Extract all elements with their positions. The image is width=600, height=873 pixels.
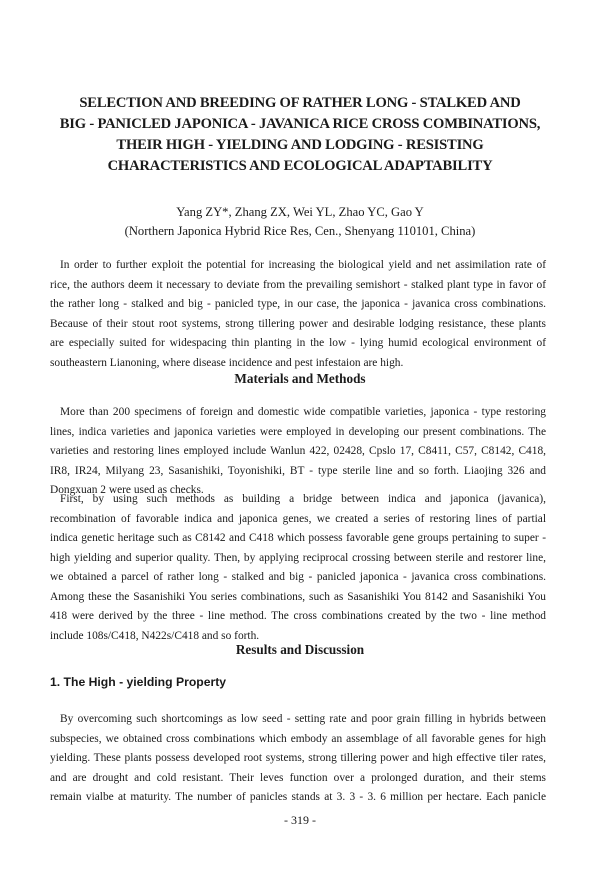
methods-paragraph-2 (50, 490, 546, 646)
title-line: SELECTION AND BREEDING OF RATHER LONG - STALKED AND (79, 95, 521, 111)
text-line: Among these the Sasanishiki You series combinations, such as Sasanishiki You 8142 and Sasanishiki You (50, 590, 546, 603)
text-line: More than 200 specimens of foreign and domestic wide compatible varieties, japonica - type restoring (60, 406, 546, 418)
results-paragraph-1 (50, 710, 546, 808)
text-line: lines, indica varieties and japonica varieties were employed in developing our present combinations. The (50, 425, 546, 438)
text-line: we obtained a parcel of rather long - stalked and big - panicled japonica - javanica cross combinations. (50, 571, 546, 583)
section-heading-materials-methods: Materials and Methods (234, 371, 366, 386)
text-line: the rather long - stalked and big - panicled type, in our case, the japonica - javanica cross combinations. (50, 298, 546, 310)
text-line: yielding. These plants possess developed root systems, strong tillering power and high effective tiler rates, (50, 752, 546, 764)
text-line: include 108s/C418, N422s/C418 and so forth. (50, 629, 260, 642)
text-line: indica genetic heritage such as C8142 and C418 which possess favorable gene groups pertaining to super - (50, 532, 546, 544)
text-line: and are drought and cold resistant. Their leves function over a prolonged duration, and their stems (50, 771, 546, 784)
abstract-paragraph (50, 256, 546, 373)
subsection-heading-high-yielding: 1. The High - yielding Property (50, 675, 227, 689)
text-line: 418 were derived by the three - line method. The cross combinations created by the two - line method (50, 610, 546, 622)
text-line: First, by using such methods as building a bridge between indica and japonica (javanica), (60, 493, 546, 505)
section-heading-results-discussion: Results and Discussion (235, 642, 365, 657)
text-line: Dongxuan 2 were used as checks. (50, 484, 204, 496)
text-line: subspecies, we obtained cross combinations which embody an assemblage of all favorable genes for high (50, 732, 546, 745)
text-line: In order to further exploit the potential for increasing the biological yield and net assimilation rate of (60, 259, 546, 271)
title-line: THEIR HIGH - YIELDING AND LODGING - RESISTING (116, 137, 484, 153)
title-line: CHARACTERISTICS AND ECOLOGICAL ADAPTABILITY (107, 158, 493, 174)
text-line: remain vialbe at maturity. The number of panicles stands at 3. 3 - 3. 6 million per hectare. Each panicle (50, 791, 546, 803)
text-line: are especially suited for widespacing thin planting in the low - lying humid ecological environment of (50, 337, 546, 349)
text-line: high yielding and superior quality. Then, by applying reciprocal crossing between sterile and restorer line, (50, 551, 546, 564)
title-line: BIG - PANICLED JAPONICA - JAVANICA RICE CROSS COMBINATIONS, (59, 116, 541, 132)
affiliation: (Northern Japonica Hybrid Rice Res, Cen., Shenyang 110101, China) (124, 224, 476, 238)
text-line: recombination of favorable indica and japonica genes, we created a series of restoring lines of partial (50, 512, 546, 525)
methods-paragraph-1 (50, 403, 546, 501)
text-line: Because of their stout root systems, strong tillering power and desirable lodging resistance, these plants (50, 317, 546, 330)
text-line: varieties and restoring lines employed include Wanlun 422, 02428, Cpslo 17, C8411, C57, C8142, C418, (50, 445, 546, 457)
text-line: southeastern Lianoning, where disease incidence and pest infestaion are high. (50, 356, 404, 369)
text-line: rice, the authors deem it necessary to deviate from the prevailing semishort - stalked plant type in favor of (50, 278, 546, 291)
page-number: - 319 - (284, 813, 316, 827)
text-line: By overcoming such shortcomings as low seed - setting rate and poor grain filling in hybrids between (60, 713, 546, 725)
author-list: Yang ZY*, Zhang ZX, Wei YL, Zhao YC, Gao Y (176, 205, 424, 219)
text-line: IR8, IR24, Milyang 23, Sasanishiki, Toyonishiki, BT - type sterile line and so forth. Liaojing 326 and (50, 464, 546, 477)
paper-title (40, 93, 560, 177)
